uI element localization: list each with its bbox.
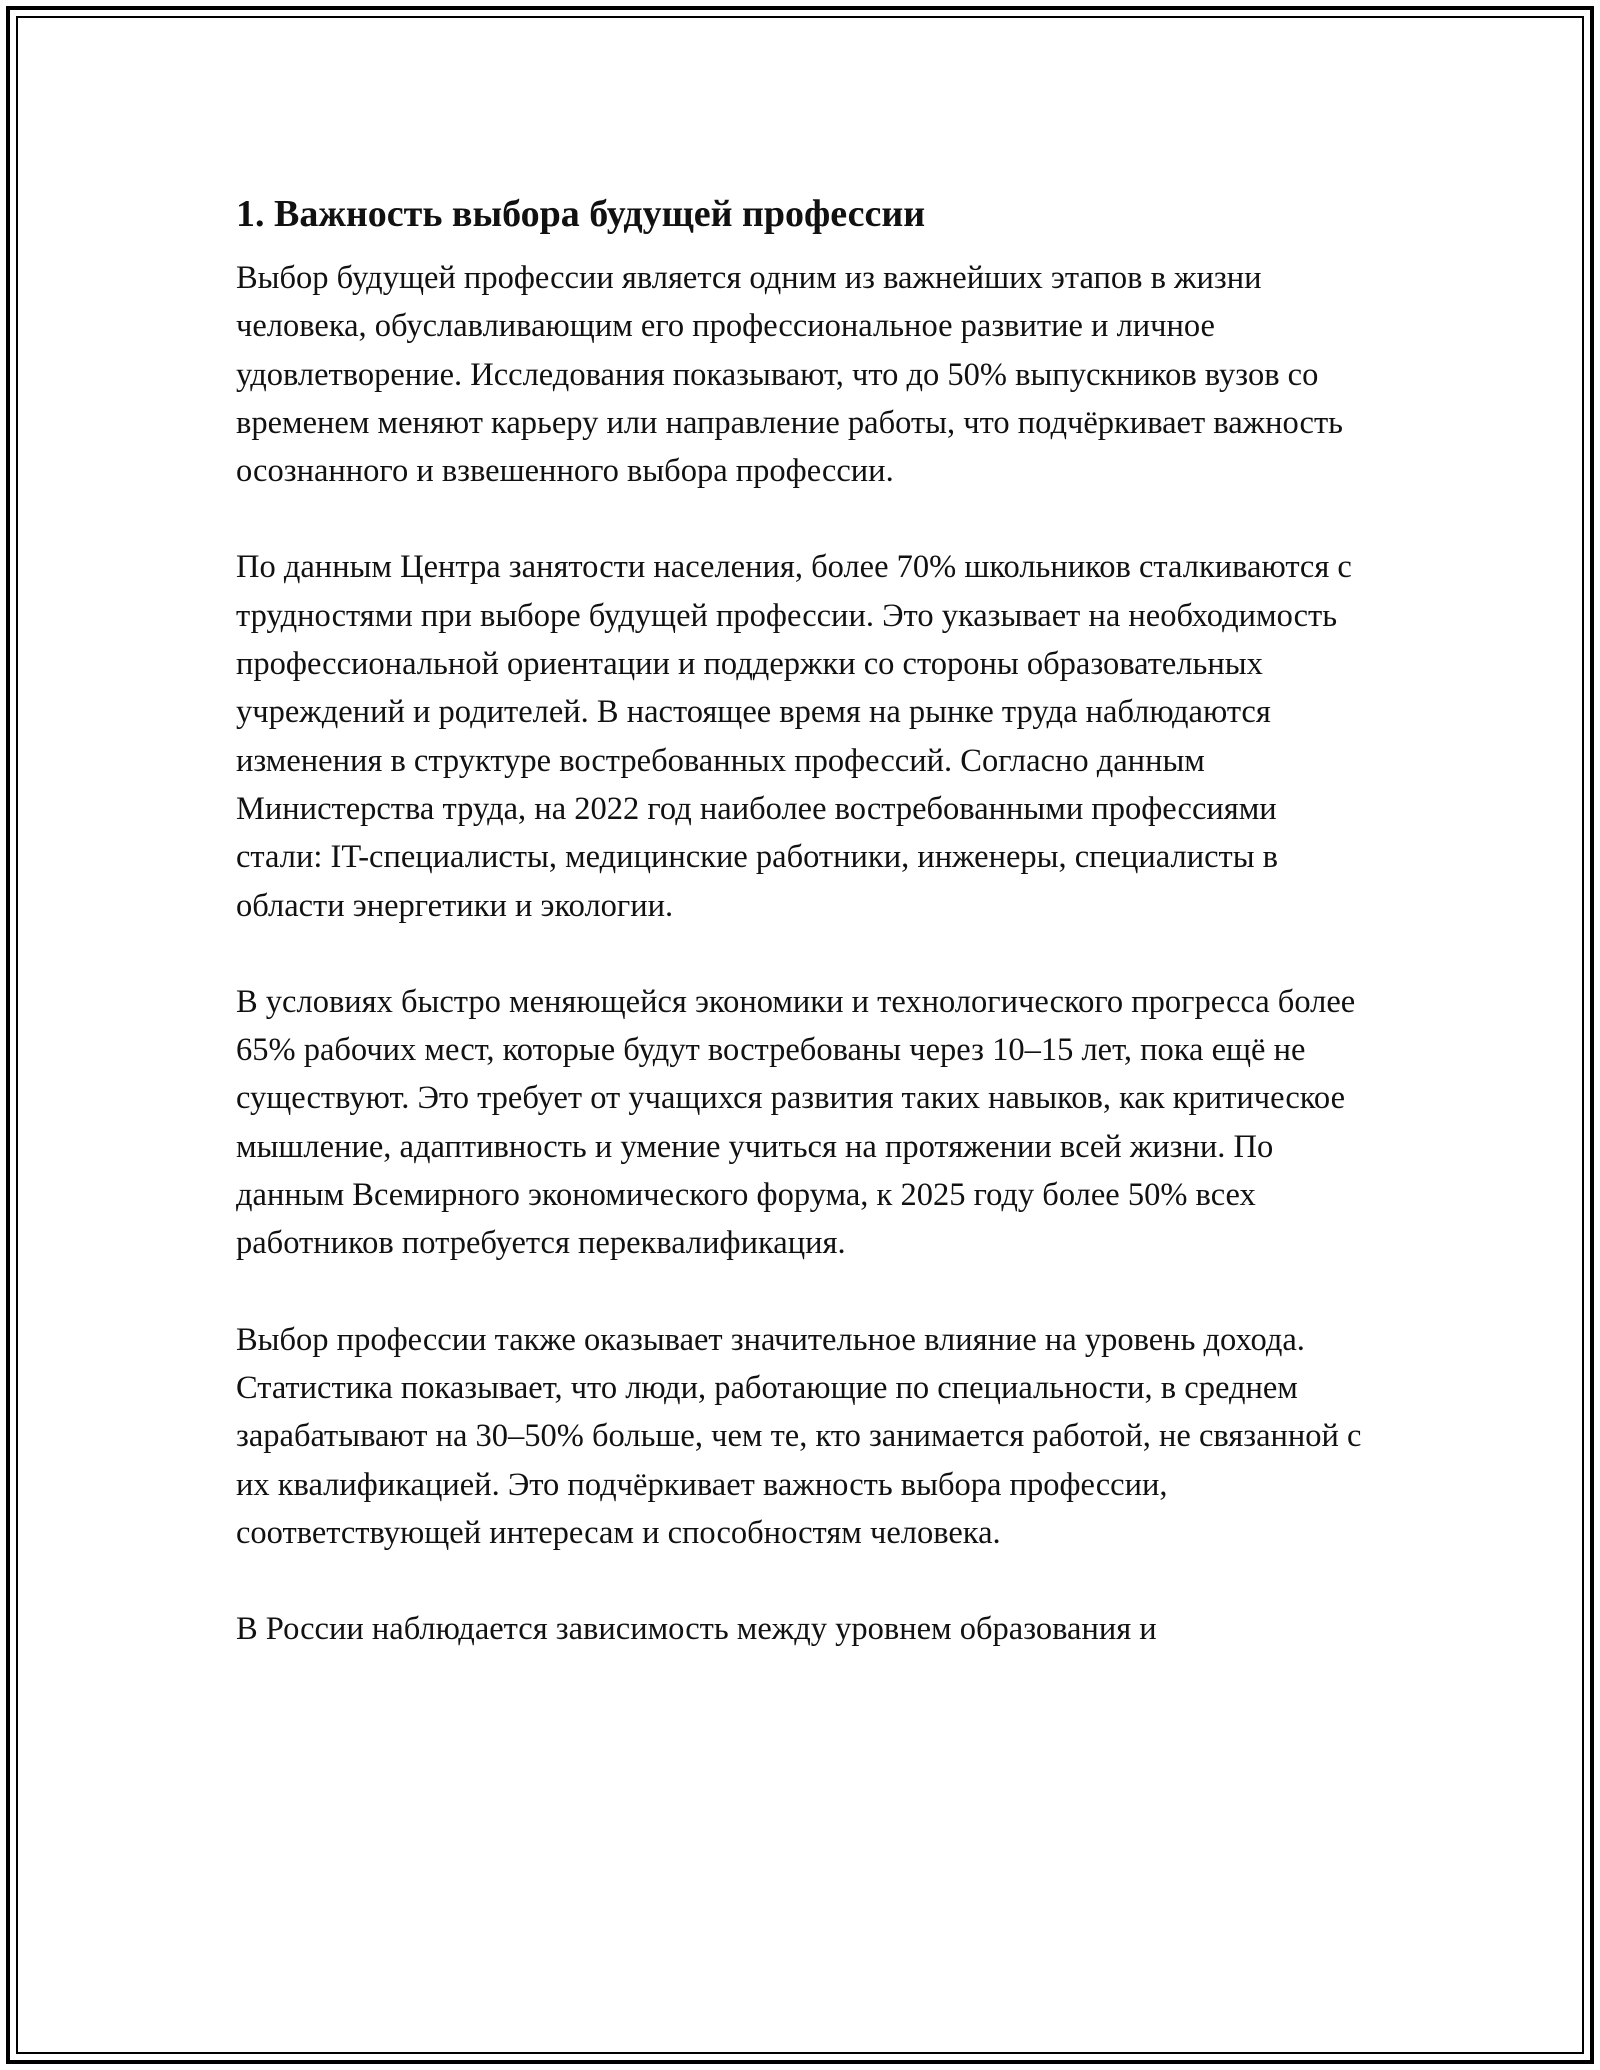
section-heading: 1. Важность выбора будущей профессии <box>236 193 926 235</box>
paragraph-1: Выбор будущей профессии является одним из важнейших этапов в жизни человека, обуславливающим его профессиональное развитие и личное удовлетворение. Исследования показывают, что до 50% выпускников вузов со временем меняют карьеру или направление работы, что подчёркивает важность осознанного и взвешенного выбора профессии. <box>236 260 1343 490</box>
paragraph-5: В России наблюдается зависимость между уровнем образования и <box>236 1611 1157 1648</box>
paragraph-4: Выбор профессии также оказывает значительное влияние на уровень дохода. Статистика показывает, что люди, работающие по специальности, в среднем зарабатывают на 30–50% больше, чем те, кто занимается работой, не связанной с их квалификацией. Это подчёркивает важность выбора профессии, соответствующей интересам и способностям человека. <box>236 1321 1362 1551</box>
paragraph-3: В условиях быстро меняющейся экономики и технологического прогресса более 65% рабочих мест, которые будут востребованы через 10–15 лет, пока ещё не существуют. Это требует от учащихся развития таких навыков, как критическое мышление, адаптивность и умение учиться на протяжении всей жизни. По данным Всемирного экономического форума, к 2025 году более 50% всех работников потребуется переквалификация. <box>236 983 1356 1262</box>
paragraph-2: По данным Центра занятости населения, более 70% школьников сталкиваются с трудностями при выборе будущей профессии. Это указывает на необходимость профессиональной ориентации и поддержки со стороны образовательных учреждений и родителей. В настоящее время на рынке труда наблюдаются изменения в структуре востребованных профессий. Согласно данным Министерства труда, на 2022 год наиболее востребованными профессиями стали: IT-специалисты, медицинские работники, инженеры, специалисты в области энергетики и экологии. <box>236 549 1352 924</box>
document-body <box>236 186 1366 1701</box>
